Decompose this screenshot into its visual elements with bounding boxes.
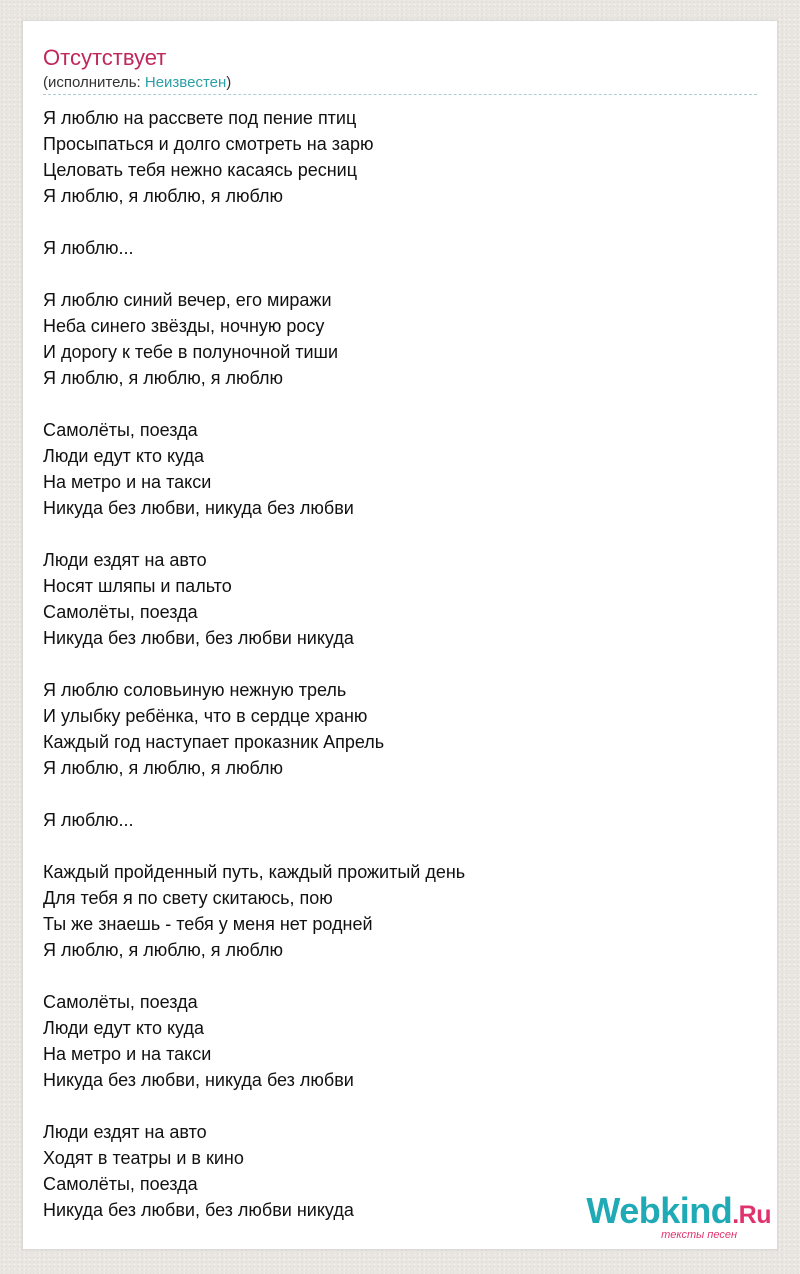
lyric-line: Целовать тебя нежно касаясь ресниц xyxy=(43,160,358,180)
lyric-line: Ты же знаешь - тебя у меня нет родней xyxy=(43,914,373,934)
lyric-line: И дорогу к тебе в полуночной тиши xyxy=(43,342,339,362)
lyric-line: Никуда без любви, никуда без любви xyxy=(43,498,354,518)
logo-main-text: Webkind xyxy=(586,1190,733,1231)
lyric-line: Люди ездят на авто xyxy=(43,1122,207,1142)
lyric-line: Я люблю, я люблю, я люблю xyxy=(43,186,284,206)
logo-wordmark xyxy=(586,1190,771,1233)
artist-prefix: (исполнитель: xyxy=(43,74,145,91)
lyric-blank-line xyxy=(43,833,743,859)
site-logo[interactable] xyxy=(586,1190,771,1241)
lyric-line: Просыпаться и долго смотреть на зарю xyxy=(43,134,374,154)
lyric-line: Ходят в театры и в кино xyxy=(43,1148,244,1168)
lyric-line: Я люблю... xyxy=(43,810,134,830)
lyric-line: На метро и на такси xyxy=(43,1044,212,1064)
lyric-line: Каждый пройденный путь, каждый прожитый день xyxy=(43,862,466,882)
lyric-line: Я люблю на рассвете под пение птиц xyxy=(43,108,357,128)
lyric-line: Никуда без любви, без любви никуда xyxy=(43,1200,354,1220)
lyric-blank-line xyxy=(43,963,743,989)
lyric-line: Я люблю, я люблю, я люблю xyxy=(43,368,284,388)
lyric-line: Каждый год наступает проказник Апрель xyxy=(43,732,385,752)
artist-suffix: ) xyxy=(226,74,232,91)
lyric-blank-line xyxy=(43,781,743,807)
lyric-line: Неба синего звёзды, ночную росу xyxy=(43,316,325,336)
lyric-line: Я люблю, я люблю, я люблю xyxy=(43,758,284,778)
logo-tld-text: .Ru xyxy=(732,1201,771,1229)
lyric-line: Самолёты, поезда xyxy=(43,1174,198,1194)
lyric-blank-line xyxy=(43,261,743,287)
lyrics-text xyxy=(43,105,743,1223)
lyric-line: Люди ездят на авто xyxy=(43,550,207,570)
lyric-line: Носят шляпы и пальто xyxy=(43,576,232,596)
lyric-line: Люди едут кто куда xyxy=(43,446,204,466)
song-title: Отсутствует xyxy=(43,45,167,70)
lyric-line: Я люблю синий вечер, его миражи xyxy=(43,290,332,310)
lyric-blank-line xyxy=(43,521,743,547)
logo-subtitle: тексты песен xyxy=(661,1229,737,1241)
lyric-line: Самолёты, поезда xyxy=(43,420,198,440)
lyric-line: Никуда без любви, никуда без любви xyxy=(43,1070,354,1090)
lyrics-card xyxy=(22,20,778,1250)
lyric-blank-line xyxy=(43,391,743,417)
title-divider xyxy=(43,94,757,95)
lyric-line: Люди едут кто куда xyxy=(43,1018,204,1038)
lyric-line: Я люблю... xyxy=(43,238,134,258)
lyric-line: Я люблю соловьиную нежную трель xyxy=(43,680,347,700)
lyric-blank-line xyxy=(43,209,743,235)
lyric-line: На метро и на такси xyxy=(43,472,212,492)
lyric-blank-line xyxy=(43,651,743,677)
lyric-line: Самолёты, поезда xyxy=(43,992,198,1012)
lyric-line: Самолёты, поезда xyxy=(43,602,198,622)
lyric-line: Я люблю, я люблю, я люблю xyxy=(43,940,284,960)
lyric-line: И улыбку ребёнка, что в сердце храню xyxy=(43,706,368,726)
artist-line xyxy=(43,74,231,92)
lyric-line: Для тебя я по свету скитаюсь, пою xyxy=(43,888,333,908)
lyric-line: Никуда без любви, без любви никуда xyxy=(43,628,354,648)
lyric-blank-line xyxy=(43,1093,743,1119)
artist-link[interactable]: Неизвестен xyxy=(144,74,227,91)
